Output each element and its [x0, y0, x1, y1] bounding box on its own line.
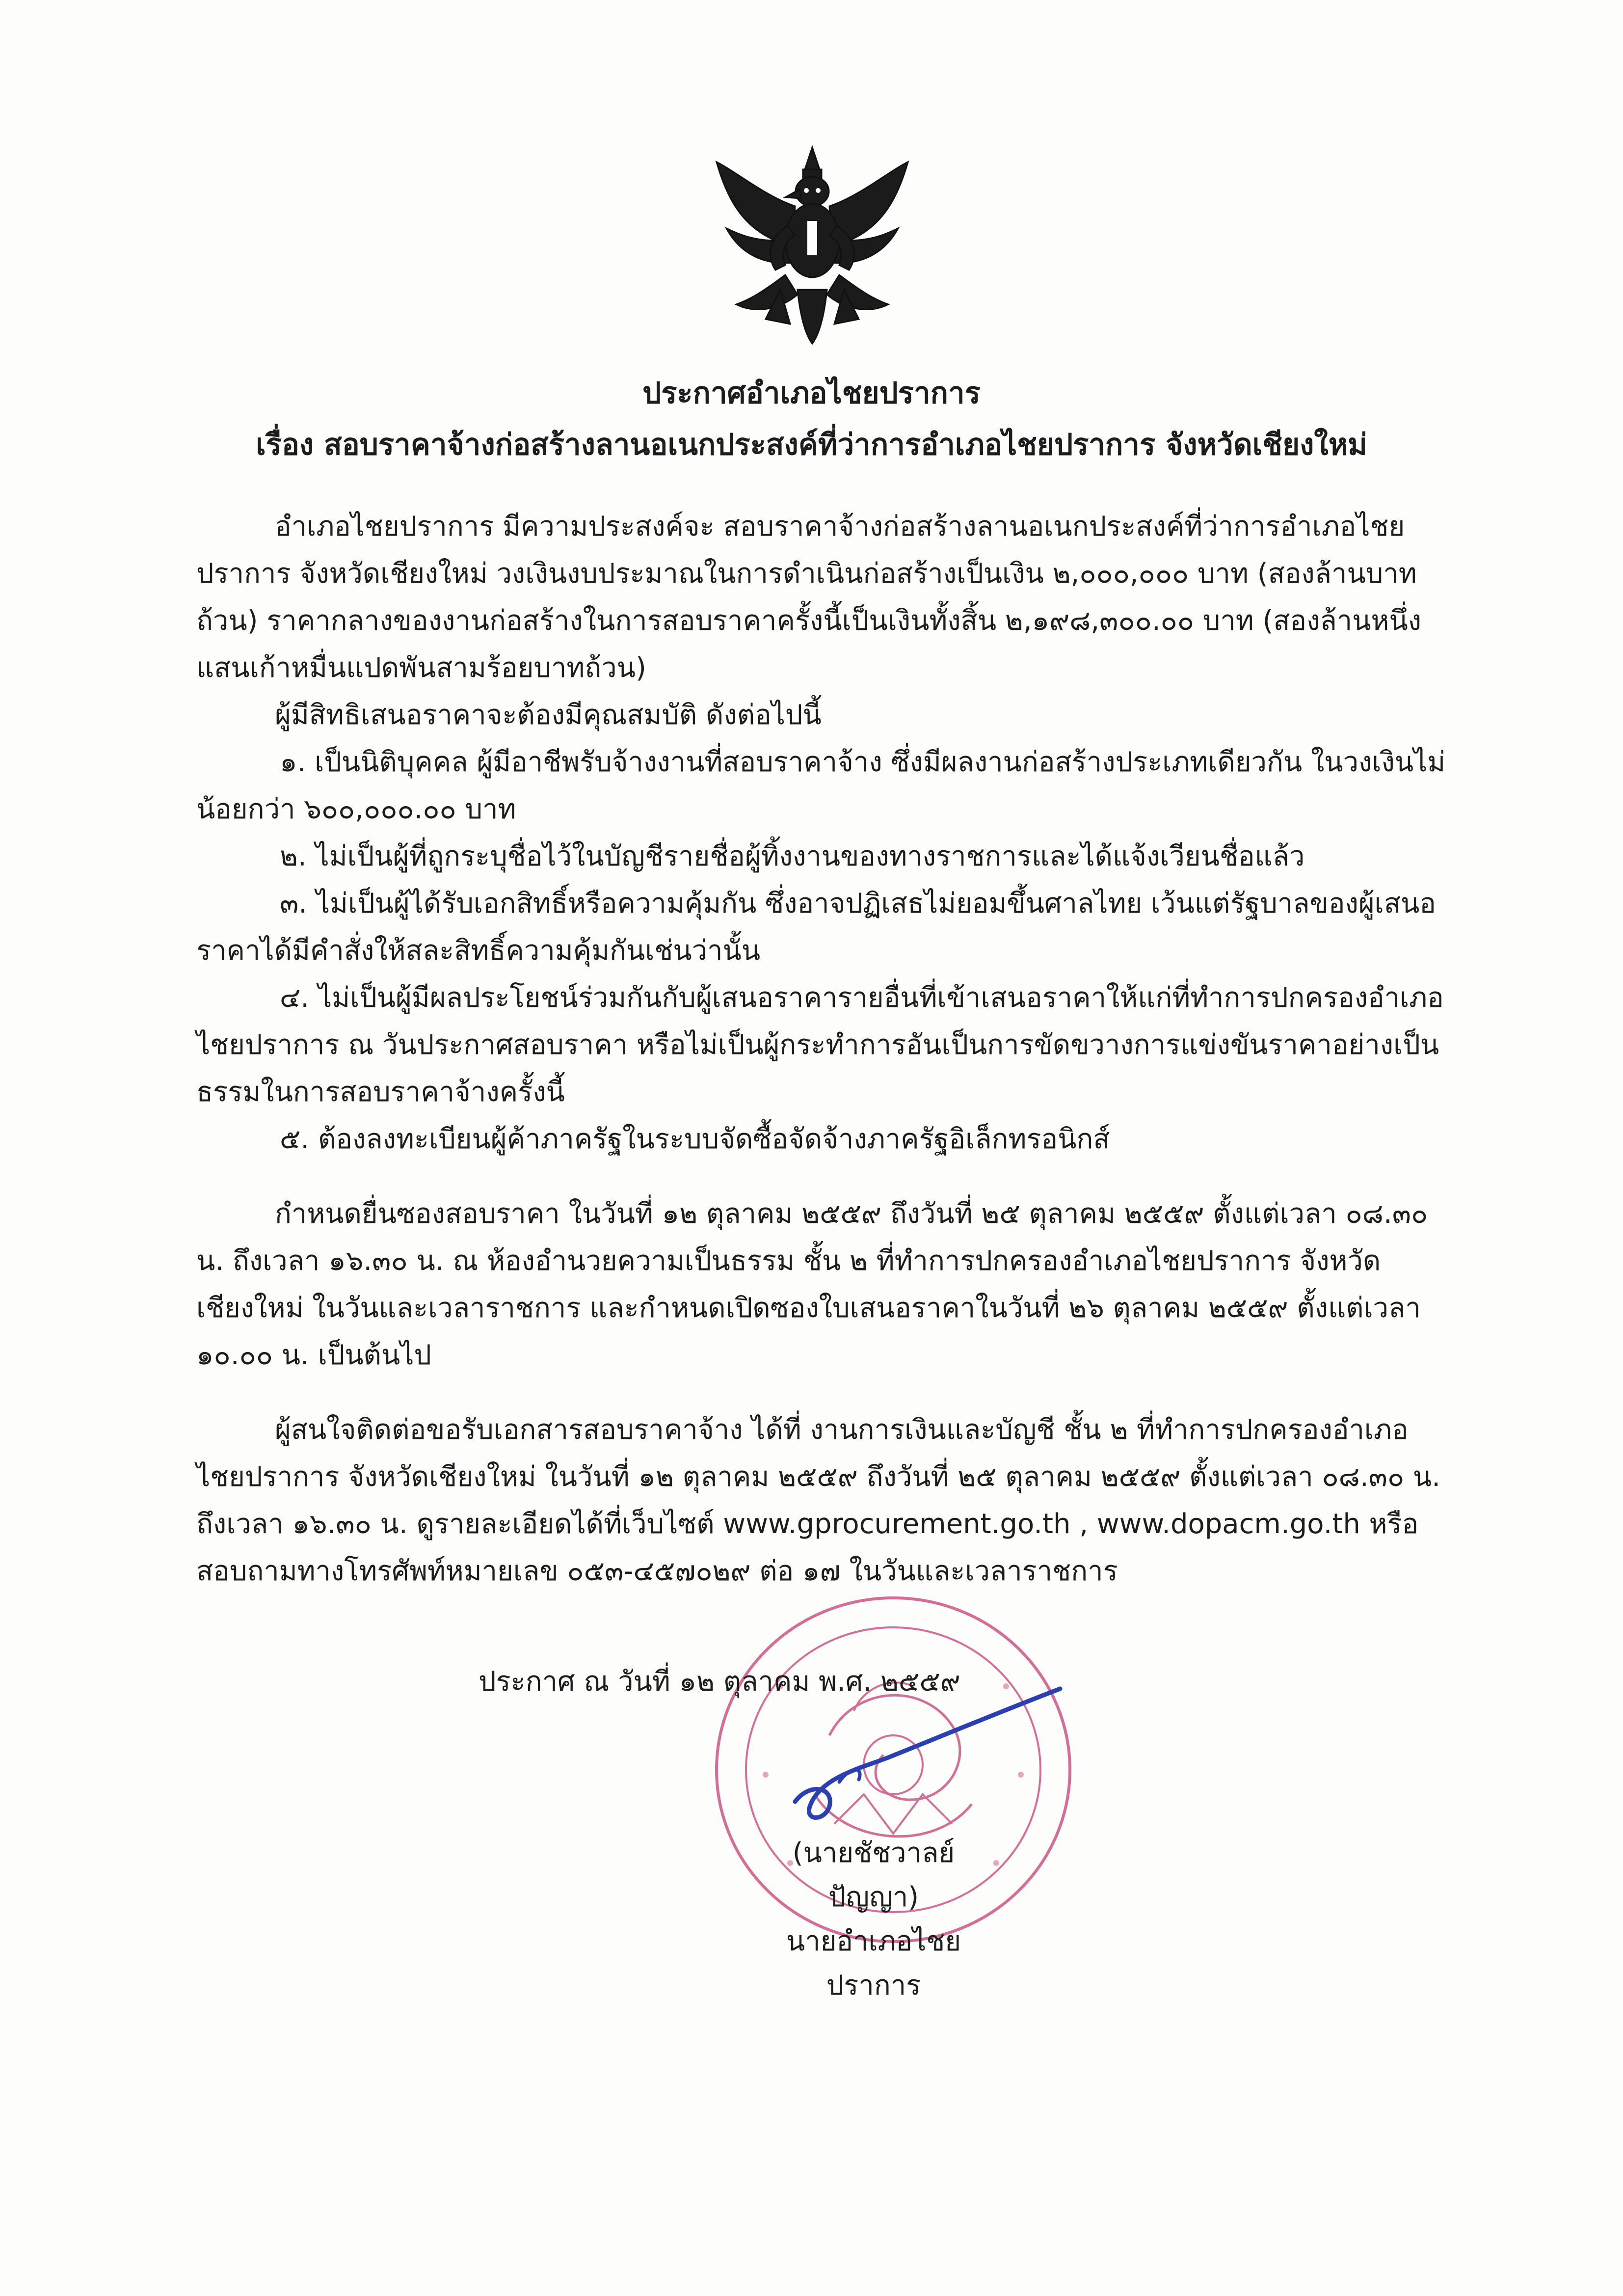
submission-paragraph: กำหนดยื่นซองสอบราคา ในวันที่ ๑๒ ตุลาคม ๒๕๕๙ ถึงวันที่ ๒๕ ตุลาคม ๒๕๕๙ ตั้งแต่เวลา ๐๘.๓๐ น. ถึงเวลา ๑๖.๓๐ น. ณ ห้องอำนวยความเป็นธรรม ชั้น ๒ ที่ทำการปกครองอำเภอไชยปราการ จังหวัดเชียงใหม่ ในวันและเวลาราชการ และกำหนดเปิดซองใบเสนอราคาในวันที่ ๒๖ ตุลาคม ๒๕๕๙ ตั้งแต่เวลา ๑๐.๐๐ น. เป็นต้นไป — [196, 1198, 1428, 1371]
signatory-name: (นายชัชวาลย์ ปัญญา) — [792, 1837, 955, 1913]
qualification-item-1: ๑. เป็นนิติบุคคล ผู้มีอาชีพรับจ้างงานที่สอบราคาจ้าง ซึ่งมีผลงานก่อสร้างประเภทเดียวกัน ในวงเงินไม่น้อยกว่า ๖๐๐,๐๐๐.๐๐ บาท — [196, 746, 1446, 825]
qualification-item-2: ๒. ไม่เป็นผู้ที่ถูกระบุชื่อไว้ในบัญชีรายชื่อผู้ทิ้งงานของทางราชการและได้แจ้งเวียนชื่อแล้ว — [280, 840, 1305, 872]
document-body — [196, 503, 1453, 1595]
document-subject: เรื่อง สอบราคาจ้างก่อสร้างลานอเนกประสงค์ที่ว่าการอำเภอไชยปราการ จังหวัดเชียงใหม่ — [256, 428, 1367, 462]
qualification-item-3: ๓. ไม่เป็นผู้ได้รับเอกสิทธิ์หรือความคุ้มกัน ซึ่งอาจปฏิเสธไม่ยอมขึ้นศาลไทย เว้นแต่รัฐบาลของผู้เสนอราคาได้มีคำสั่งให้สละสิทธิ์ความคุ้มกันเช่นว่านั้น — [196, 888, 1436, 967]
intro-paragraph: อำเภอไชยปราการ มีความประสงค์จะ สอบราคาจ้างก่อสร้างลานอเนกประสงค์ที่ว่าการอำเภอไชยปราการ จังหวัดเชียงใหม่ วงเงินงบประมาณในการดำเนินก่อสร้างเป็นเงิน ๒,๐๐๐,๐๐๐ บาท (สองล้านบาทถ้วน) ราคากลางของงานก่อสร้างในการสอบราคาครั้งนี้เป็นเงินทั้งสิ้น ๒,๑๙๘,๓๐๐.๐๐ บาท (สองล้านหนึ่งแสนเก้าหมื่นแปดพันสามร้อยบาทถ้วน) — [196, 511, 1422, 684]
qualification-heading: ผู้มีสิทธิเสนอราคาจะต้องมีคุณสมบัติ ดังต่อไปนี้ — [275, 699, 822, 731]
garuda-emblem-icon — [707, 142, 918, 349]
qualification-item-5: ๕. ต้องลงทะเบียนผู้ค้าภาครัฐในระบบจัดซื้อจัดจ้างภาครัฐอิเล็กทรอนิกส์ — [280, 1123, 1110, 1155]
qualification-item-4: ๔. ไม่เป็นผู้มีผลประโยชน์ร่วมกันกับผู้เสนอราคารายอื่นที่เข้าเสนอราคาให้แก่ที่ทำการปกครองอำเภอไชยปราการ ณ วันประกาศสอบราคา หรือไม่เป็นผู้กระทำการอันเป็นการขัดขวางการแข่งขันราคาอย่างเป็นธรรมในการสอบราคาจ้างครั้งนี้ — [196, 982, 1444, 1108]
handwritten-signature — [766, 1659, 1070, 1846]
contact-paragraph: ผู้สนใจติดต่อขอรับเอกสารสอบราคาจ้าง ได้ที่ งานการเงินและบัญชี ชั้น ๒ ที่ทำการปกครองอำเภอไชยปราการ จังหวัดเชียงใหม่ ในวันที่ ๑๒ ตุลาคม ๒๕๕๙ ถึงวันที่ ๒๕ ตุลาคม ๒๕๕๙ ตั้งแต่เวลา ๐๘.๓๐ น. ถึงเวลา ๑๖.๓๐ น. ดูรายละเอียดได้ที่เว็บไซต์ www.gprocurement.go.th , www.dopacm.go.th หรือสอบถามทางโทรศัพท์หมายเลข ๐๕๓-๔๕๗๐๒๙ ต่อ ๑๗ ในวันและเวลาราชการ — [196, 1414, 1441, 1587]
signatory-position: นายอำเภอไชยปราการ — [786, 1925, 961, 2001]
announcement-date: ประกาศ ณ วันที่ ๑๒ ตุลาคม พ.ศ. ๒๕๕๙ — [479, 1666, 960, 1698]
document-title: ประกาศอำเภอไชยปราการ — [642, 376, 981, 410]
signatory-block — [746, 1831, 1001, 2008]
